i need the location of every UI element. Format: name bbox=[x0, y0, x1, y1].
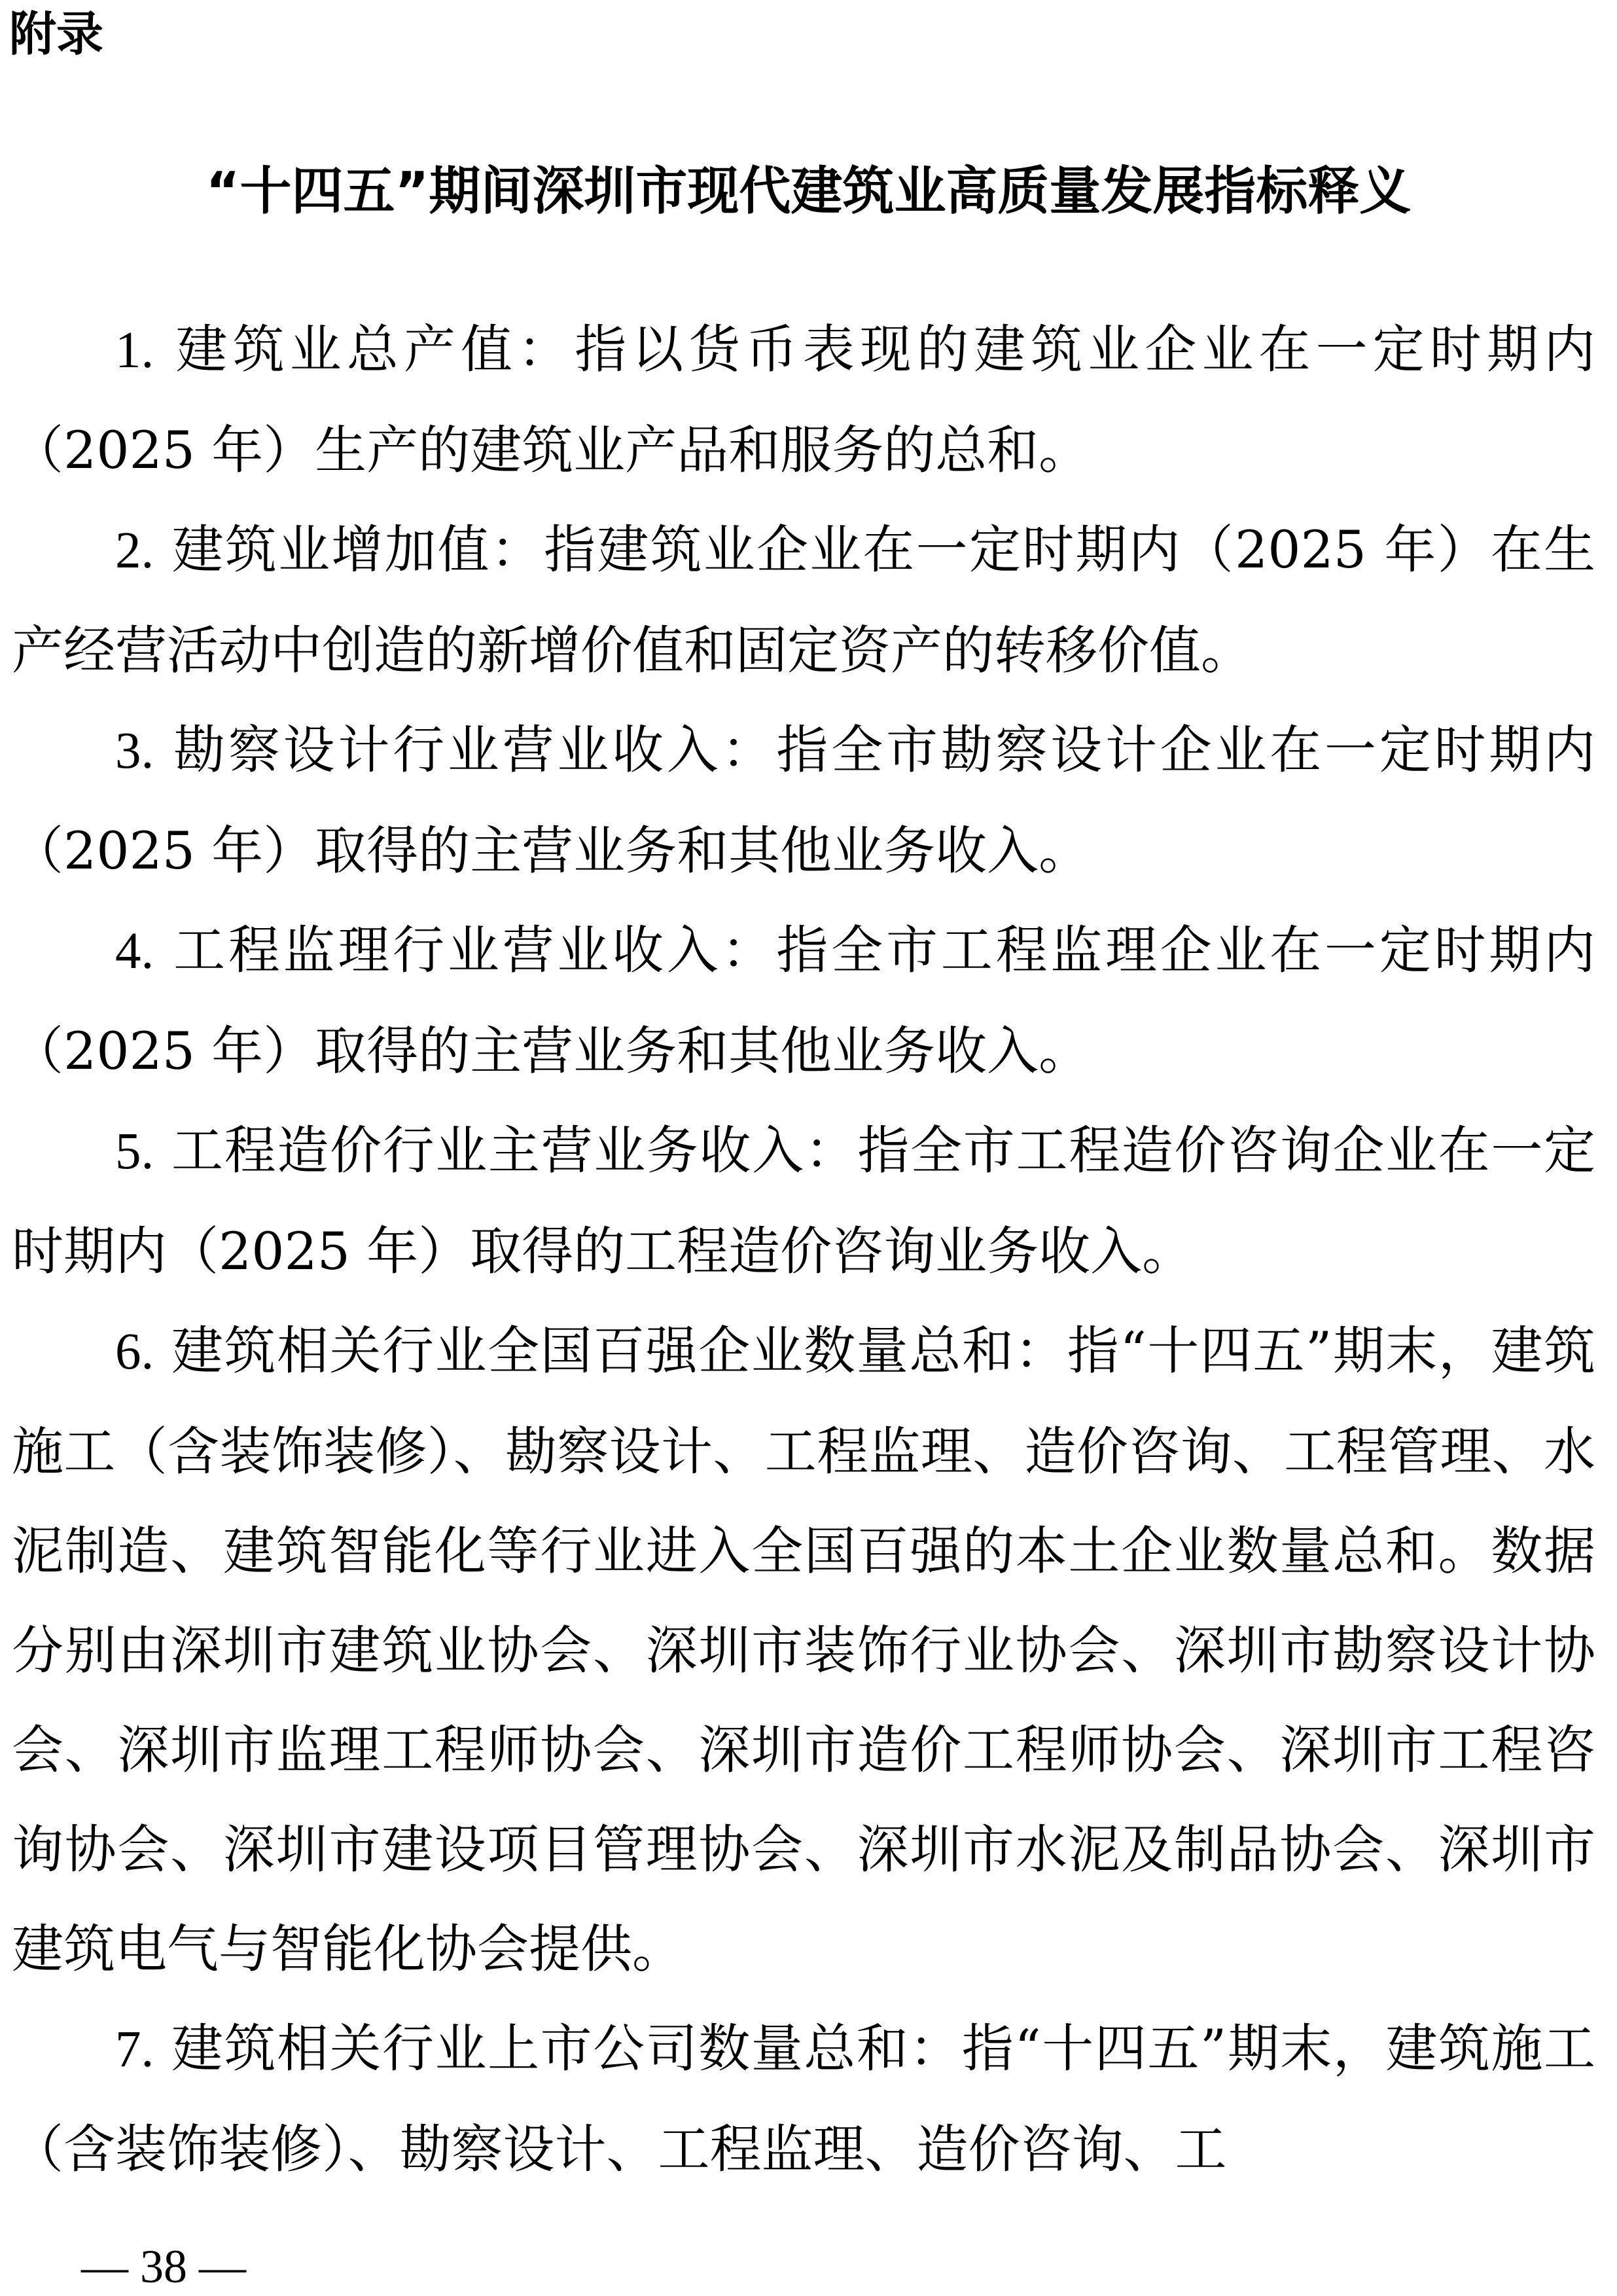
item-text: 勘察设计行业营业收入：指全市勘察设计企业在一定时期内（2025 年）取得的主营业务和其他业务收入。 bbox=[12, 720, 1595, 881]
item-number: 6. bbox=[115, 1323, 154, 1380]
item-text: 建筑业总产值：指以货币表现的建筑业企业在一定时期内（2025 年）生产的建筑业产品和服务的总和。 bbox=[12, 319, 1595, 480]
list-item bbox=[12, 1301, 1595, 1999]
item-text: 建筑业增加值：指建筑业企业在一定时期内（2025 年）在生产经营活动中创造的新增价值和固定资产的转移价值。 bbox=[12, 520, 1595, 681]
list-item bbox=[12, 300, 1595, 500]
document-body bbox=[12, 300, 1595, 2199]
item-number: 4. bbox=[115, 923, 154, 980]
item-text: 建筑相关行业全国百强企业数量总和：指“十四五”期末，建筑施工（含装饰装修）、勘察设计、工程监理、造价咨询、工程管理、水泥制造、建筑智能化等行业进入全国百强的本土企业数量总和。数据分别由深圳市建筑业协会、深圳市装饰行业协会、深圳市勘察设计协会、深圳市监理工程师协会、深圳市造价工程师协会、深圳市工程咨询协会、深圳市建设项目管理协会、深圳市水泥及制品协会、深圳市建筑电气与智能化协会提供。 bbox=[12, 1321, 1595, 1979]
list-item bbox=[12, 700, 1595, 901]
item-number: 1. bbox=[115, 322, 154, 379]
list-item bbox=[12, 1101, 1595, 1301]
list-item bbox=[12, 901, 1595, 1101]
item-number: 2. bbox=[115, 522, 154, 579]
item-number: 7. bbox=[115, 2021, 154, 2078]
item-text: 工程造价行业主营业务收入：指全市工程造价咨询企业在一定时期内（2025 年）取得的工程造价咨询业务收入。 bbox=[12, 1121, 1595, 1282]
document-title: “十四五”期间深圳市现代建筑业高质量发展指标释义 bbox=[205, 161, 1412, 221]
appendix-label: 附录 bbox=[9, 7, 104, 62]
item-number: 3. bbox=[115, 723, 154, 780]
page-number: — 38 — bbox=[81, 2240, 246, 2293]
list-item bbox=[12, 500, 1595, 700]
list-item bbox=[12, 1999, 1595, 2199]
item-text: 建筑相关行业上市公司数量总和：指“十四五”期末，建筑施工（含装饰装修）、勘察设计、工程监理、造价咨询、工 bbox=[12, 2018, 1595, 2179]
item-text: 工程监理行业营业收入：指全市工程监理企业在一定时期内（2025 年）取得的主营业务和其他业务收入。 bbox=[12, 920, 1595, 1081]
item-number: 5. bbox=[115, 1123, 154, 1180]
